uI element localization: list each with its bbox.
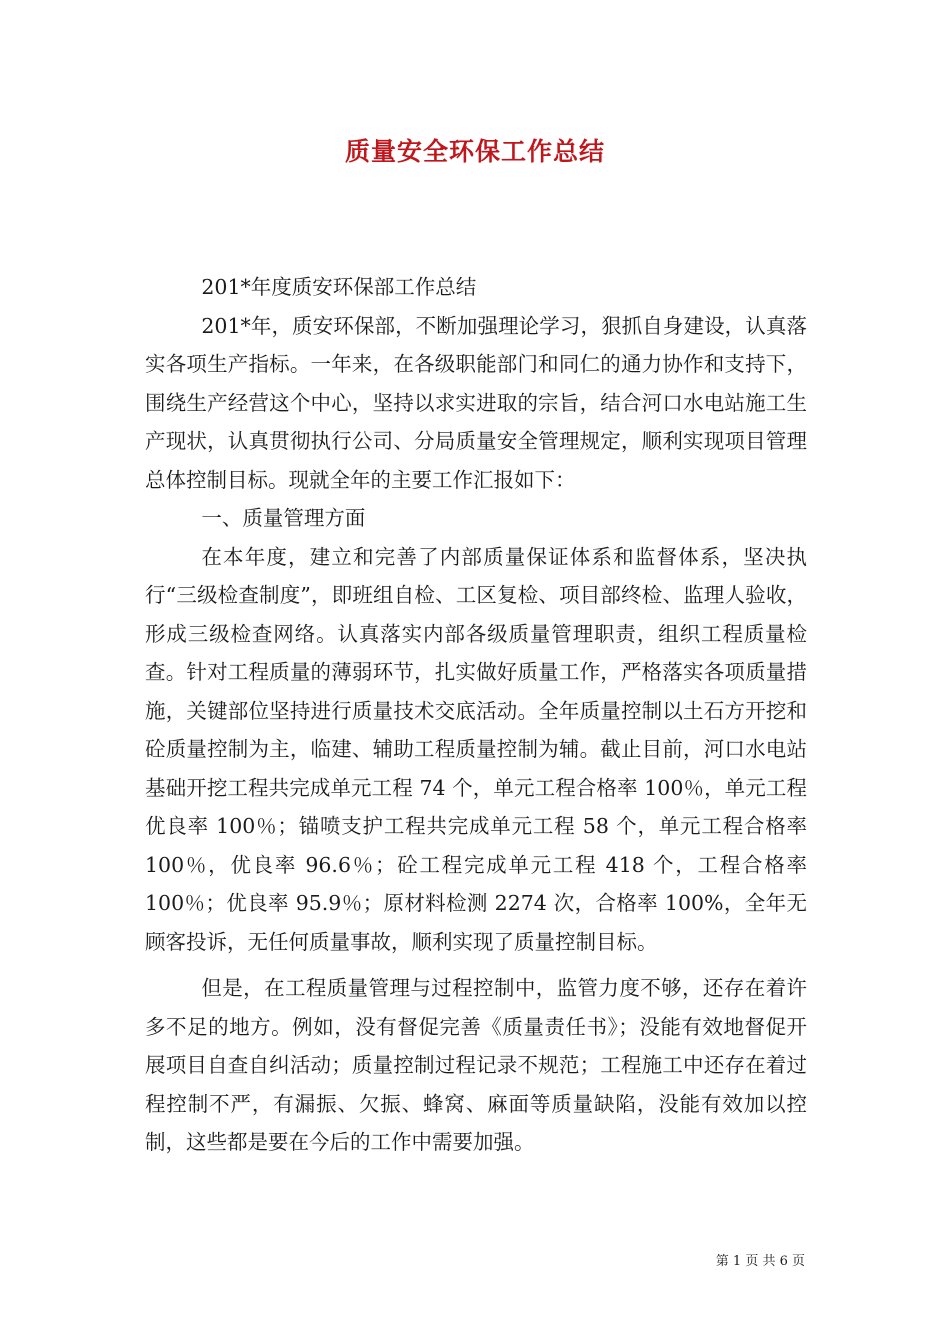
page-title: 质量安全环保工作总结	[344, 137, 605, 166]
report-heading: 201*年度质安环保部工作总结	[201, 275, 477, 299]
section-heading-quality: 一、质量管理方面	[201, 506, 366, 530]
page-footer: 第 1 页 共 6 页	[715, 1254, 805, 1269]
intro-paragraph: 201*年，质安环保部，不断加强理论学习，狠抓自身建设，认真落实各项生产指标。一年来，在各级职能部门和同仁的通力协作和支持下，围绕生产经营这个中心，坚持以求实进取的宗旨，结合河口水电站施工生产现状，认真贯彻执行公司、分局质量安全管理规定，顺利实现项目管理总体控制目标。现就全年的主要工作汇报如下：	[145, 313, 807, 492]
shortcomings-paragraph: 但是，在工程质量管理与过程控制中，监管力度不够，还存在着许多不足的地方。例如，没有督促完善《质量责任书》；没能有效地督促开展项目自查自纠活动；质量控制过程记录不规范；工程施工中还存在着过程控制不严，有漏振、欠振、蜂窝、麻面等质量缺陷，没能有效加以控制，这些都是要在今后的工作中需要加强。	[145, 976, 807, 1154]
document-body	[145, 268, 807, 1162]
quality-paragraph: 在本年度，建立和完善了内部质量保证体系和监督体系，坚决执行“三级检查制度”，即班组自检、工区复检、项目部终检、监理人验收，形成三级检查网络。认真落实内部各级质量管理职责，组织工程质量检查。针对工程质量的薄弱环节，扎实做好质量工作，严格落实各项质量措施，关键部位坚持进行质量技术交底活动。全年质量控制以土石方开挖和砼质量控制为主，临建、辅助工程质量控制为辅。截止目前，河口水电站基础开挖工程共完成单元工程 74 个，单元工程合格率 100％，单元工程优良率 100％；锚喷支护工程共完成单元工程 58 个，单元工程合格率 100％，优良率 96.6％；砼工程完成单元工程 418 个，工程合格率 100％；优良率 95.9％；原材料检测 2274 次，合格率 100%，全年无顾客投诉，无任何质量事故，顺利实现了质量控制目标。	[145, 544, 807, 954]
